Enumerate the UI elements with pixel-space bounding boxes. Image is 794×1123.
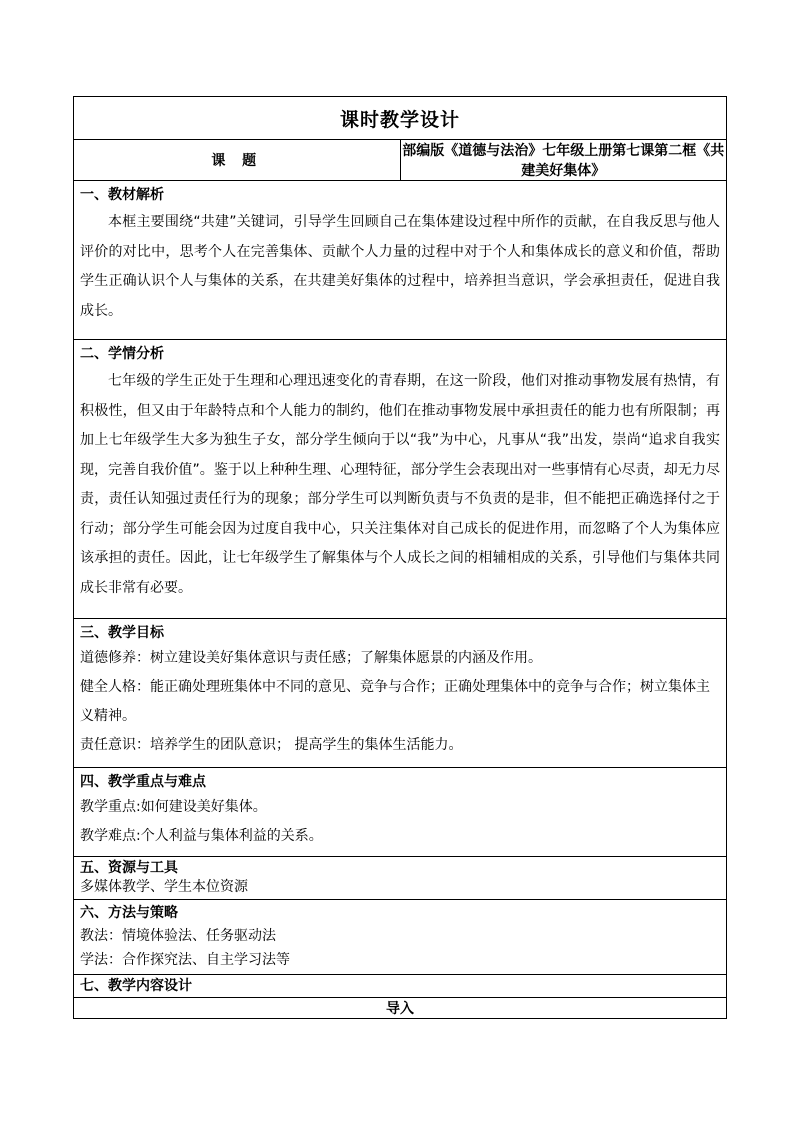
section-heading: 五、资源与工具 [80, 860, 178, 876]
section-paragraph: 本框主要围绕“共建”关键词，引导学生回顾自己在集体建设过程中所作的贡献，在自我反思与他人评价的对比中，思考个人在完善集体、贡献个人力量的过程中对于个人和集体成长的意义和价值，帮助学生正确认识个人与集体的关系，在共建美好集体的过程中，培养担当意识，学会承担责任，促进自我成长。 [80, 214, 720, 319]
lesson-design-table [73, 96, 727, 1019]
intro-phase-header: 导入 [74, 998, 727, 1019]
section-textbook-analysis [74, 181, 727, 340]
section-key-points [74, 768, 727, 857]
method-line: 学法：合作探究法、自主学习法等 [80, 952, 290, 968]
objective-line: 责任意识：培养学生的团队意识； 提高学生的集体生活能力。 [80, 737, 463, 753]
section-teaching-objectives [74, 619, 727, 768]
method-line: 教法：情境体验法、任务驱动法 [80, 928, 276, 944]
section-resources [74, 857, 727, 900]
section-learner-analysis [74, 340, 727, 619]
section-content-design [74, 975, 727, 998]
key-point-line: 教学难点:个人利益与集体利益的关系。 [80, 828, 323, 844]
section-methods [74, 900, 727, 975]
topic-label: 课 题 [74, 140, 401, 181]
objective-line: 道德修养：树立建设美好集体意识与责任感；了解集体愿景的内涵及作用。 [80, 650, 542, 666]
section-heading: 四、教学重点与难点 [80, 774, 206, 790]
section-heading: 二、学情分析 [80, 346, 164, 362]
section-heading: 七、教学内容设计 [80, 978, 192, 994]
resource-line: 多媒体教学、学生本位资源 [80, 879, 248, 895]
section-heading: 三、教学目标 [80, 625, 164, 641]
objective-line: 健全人格：能正确处理班集体中不同的意见、竞争与合作；正确处理集体中的竞争与合作；树立集体主义精神。 [80, 679, 710, 724]
section-paragraph: 七年级的学生正处于生理和心理迅速变化的青春期，在这一阶段，他们对推动事物发展有热情，有积极性，但又由于年龄特点和个人能力的制约，他们在推动事物发展中承担责任的能力也有所限制；再加上七年级学生大多为独生子女，部分学生倾向于以“我”为中心，凡事从“我”出发，崇尚“追求自我实现，完善自我价值”。鉴于以上种种生理、心理特征，部分学生会表现出对一些事情有心尽责，却无力尽责，责任认知强过责任行为的现象；部分学生可以判断负责与不负责的是非，但不能把正确选择付之于行动；部分学生可能会因为过度自我中心，只关注集体对自己成长的促进作用，而忽略了个人为集体应该承担的责任。因此，让七年级学生了解集体与个人成长之间的相辅相成的关系，引导他们与集体共同成长非常有必要。 [80, 373, 720, 596]
section-heading: 六、方法与策略 [80, 905, 178, 921]
section-heading: 一、教材解析 [80, 187, 164, 203]
document-title: 课时教学设计 [74, 97, 727, 140]
key-point-line: 教学重点:如何建设美好集体。 [80, 799, 267, 815]
topic-value: 部编版《道德与法治》七年级上册第七课第二框《共建美好集体》 [400, 140, 727, 181]
